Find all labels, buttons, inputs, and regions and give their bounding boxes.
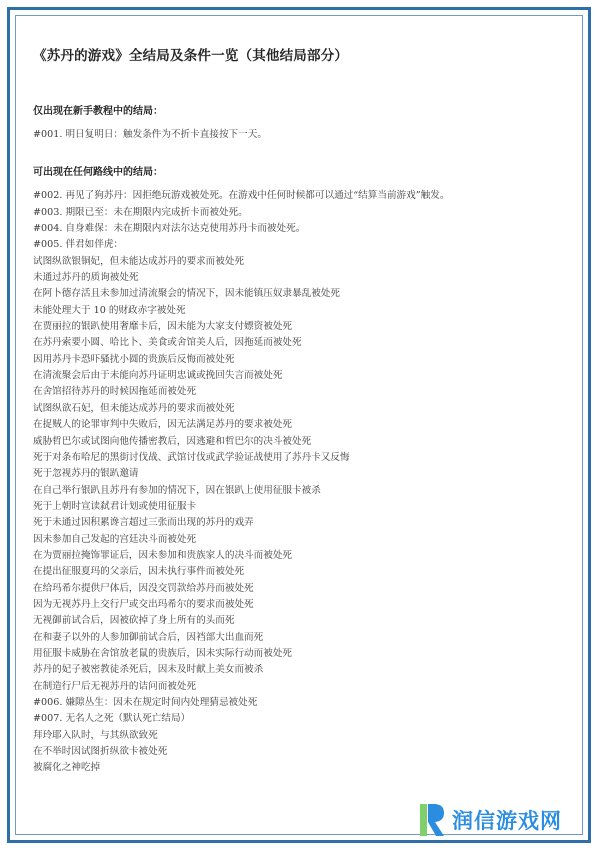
any-route-ending-line: 因用苏丹卡恐吓骚扰小圆的贵族后反悔而被处死 [33, 353, 235, 365]
any-route-ending-line: 在为贾丽拉掩饰罪证后，因未参加和贵族家人的决斗而被处死 [33, 549, 293, 561]
any-route-ending-line: #005. 伴君如伴虎： [33, 239, 124, 251]
any-route-ending-line: 因为无视苏丹上交行尸或交出玛希尔的要求而被处死 [33, 598, 254, 610]
section-any-route-list [33, 188, 568, 776]
any-route-ending-line: 在不举时因试图折纵欲卡被处死 [33, 746, 168, 758]
any-route-ending-line: #004. 自身难保：未在期限内对法尔达克使用苏丹卡而被处死。 [33, 223, 306, 235]
tutorial-ending-line: #001. 明日复明日：触发条件为不折卡直接按下一天。 [33, 129, 267, 140]
any-route-ending-line: 威胁哲巴尔或试图向他传播密教后，因逃避和哲巴尔的决斗被处死 [33, 435, 312, 447]
any-route-ending-line: 被腐化之神吃掉 [33, 762, 101, 774]
document-body [33, 44, 568, 777]
any-route-ending-line: 死于上朝时宣读弑君计划或使用征服卡 [33, 500, 197, 512]
any-route-ending-line: 死于对条布哈尼的黑街讨伐战、武馆讨伐或武学验证战使用了苏丹卡又反悔 [33, 451, 350, 463]
any-route-ending-line: 在捉贼人的论罪审判中失败后，因无法满足苏丹的要求被处死 [33, 419, 293, 431]
any-route-ending-line: 在贾丽拉的银趴使用奢靡卡后，因未能为大家支付嫖资被处死 [33, 321, 293, 333]
any-route-ending-line: 因未参加自己发起的宫廷决斗而被处死 [33, 533, 197, 545]
section-heading-any-route: 可出现在任何路线中的结局： [33, 167, 163, 179]
any-route-ending-line: 未通过苏丹的质询被处死 [33, 272, 139, 284]
any-route-ending-line: #007. 无名人之死（默认死亡结局） [33, 713, 191, 725]
any-route-ending-line: 在阿卜德存活且未参加过清流聚会的情况下，因未能镇压奴隶暴乱被处死 [33, 288, 340, 300]
any-route-ending-line: 试图纵欲石妃，但未能达成苏丹的要求而被处死 [33, 402, 235, 414]
page-title: 《苏丹的游戏》全结局及条件一览（其他结局部分） [33, 48, 349, 64]
section-heading-tutorial: 仅出现在新手教程中的结局： [33, 106, 163, 117]
any-route-ending-line: 苏丹的妃子被密教徒杀死后，因未及时献上美女而被杀 [33, 664, 264, 676]
any-route-ending-line: 死于忽视苏丹的银趴邀请 [33, 468, 139, 480]
site-watermark [414, 800, 562, 840]
any-route-ending-line: #003. 期限已至：未在期限内完成折卡而被处死。 [33, 206, 248, 218]
any-route-ending-line: 用征服卡威胁在舍馆放老鼠的贵族后，因未实际行动而被处死 [33, 647, 293, 659]
any-route-ending-line: 未能处理大于 10 的财政赤字被处死 [33, 304, 186, 316]
any-route-ending-line: 在舍馆招待苏丹的时候因拖延而被处死 [33, 386, 197, 398]
any-route-ending-line: 在提出征服夏玛的父亲后，因未执行事件而被处死 [33, 566, 245, 578]
watermark-logo-icon [414, 801, 448, 839]
any-route-ending-line: 在苏丹索要小圆、哈比卜、美食或舍馆美人后，因拖延而被处死 [33, 337, 302, 349]
any-route-ending-line: 试图纵欲银铜妃，但未能达成苏丹的要求而被处死 [33, 255, 245, 267]
any-route-ending-line: #002. 再见了狗苏丹：因拒绝玩游戏被处死。在游戏中任何时候都可以通过“结算当前游戏”触发。 [33, 190, 450, 202]
any-route-ending-line: 无视御前试合后，因被砍掉了身上所有的头而死 [33, 615, 235, 627]
any-route-ending-line: 在给玛希尔提供尸体后，因没交罚款给苏丹而被处死 [33, 582, 254, 594]
any-route-ending-line: 在清流聚会后由于未能向苏丹证明忠诚或挽回失言而被处死 [33, 370, 283, 382]
any-route-ending-line: 在和妻子以外的人参加御前试合后，因裆部大出血而死 [33, 631, 264, 643]
any-route-ending-line: 在制造行尸后无视苏丹的诘问而被处死 [33, 680, 197, 692]
any-route-ending-line: 死于未通过因积累谗言超过三张而出现的苏丹的戏弄 [33, 517, 254, 529]
any-route-ending-line: 拜玲耶入队时，与其纵欲致死 [33, 729, 158, 741]
section-tutorial-list [33, 127, 568, 143]
any-route-ending-line: 在自己举行银趴且苏丹有参加的情况下，因在银趴上使用征服卡被杀 [33, 484, 321, 496]
any-route-ending-line: #006. 嫌隙丛生：因未在规定时间内处理猜忌被处死 [33, 697, 258, 708]
watermark-text: 润信游戏网 [452, 809, 562, 833]
